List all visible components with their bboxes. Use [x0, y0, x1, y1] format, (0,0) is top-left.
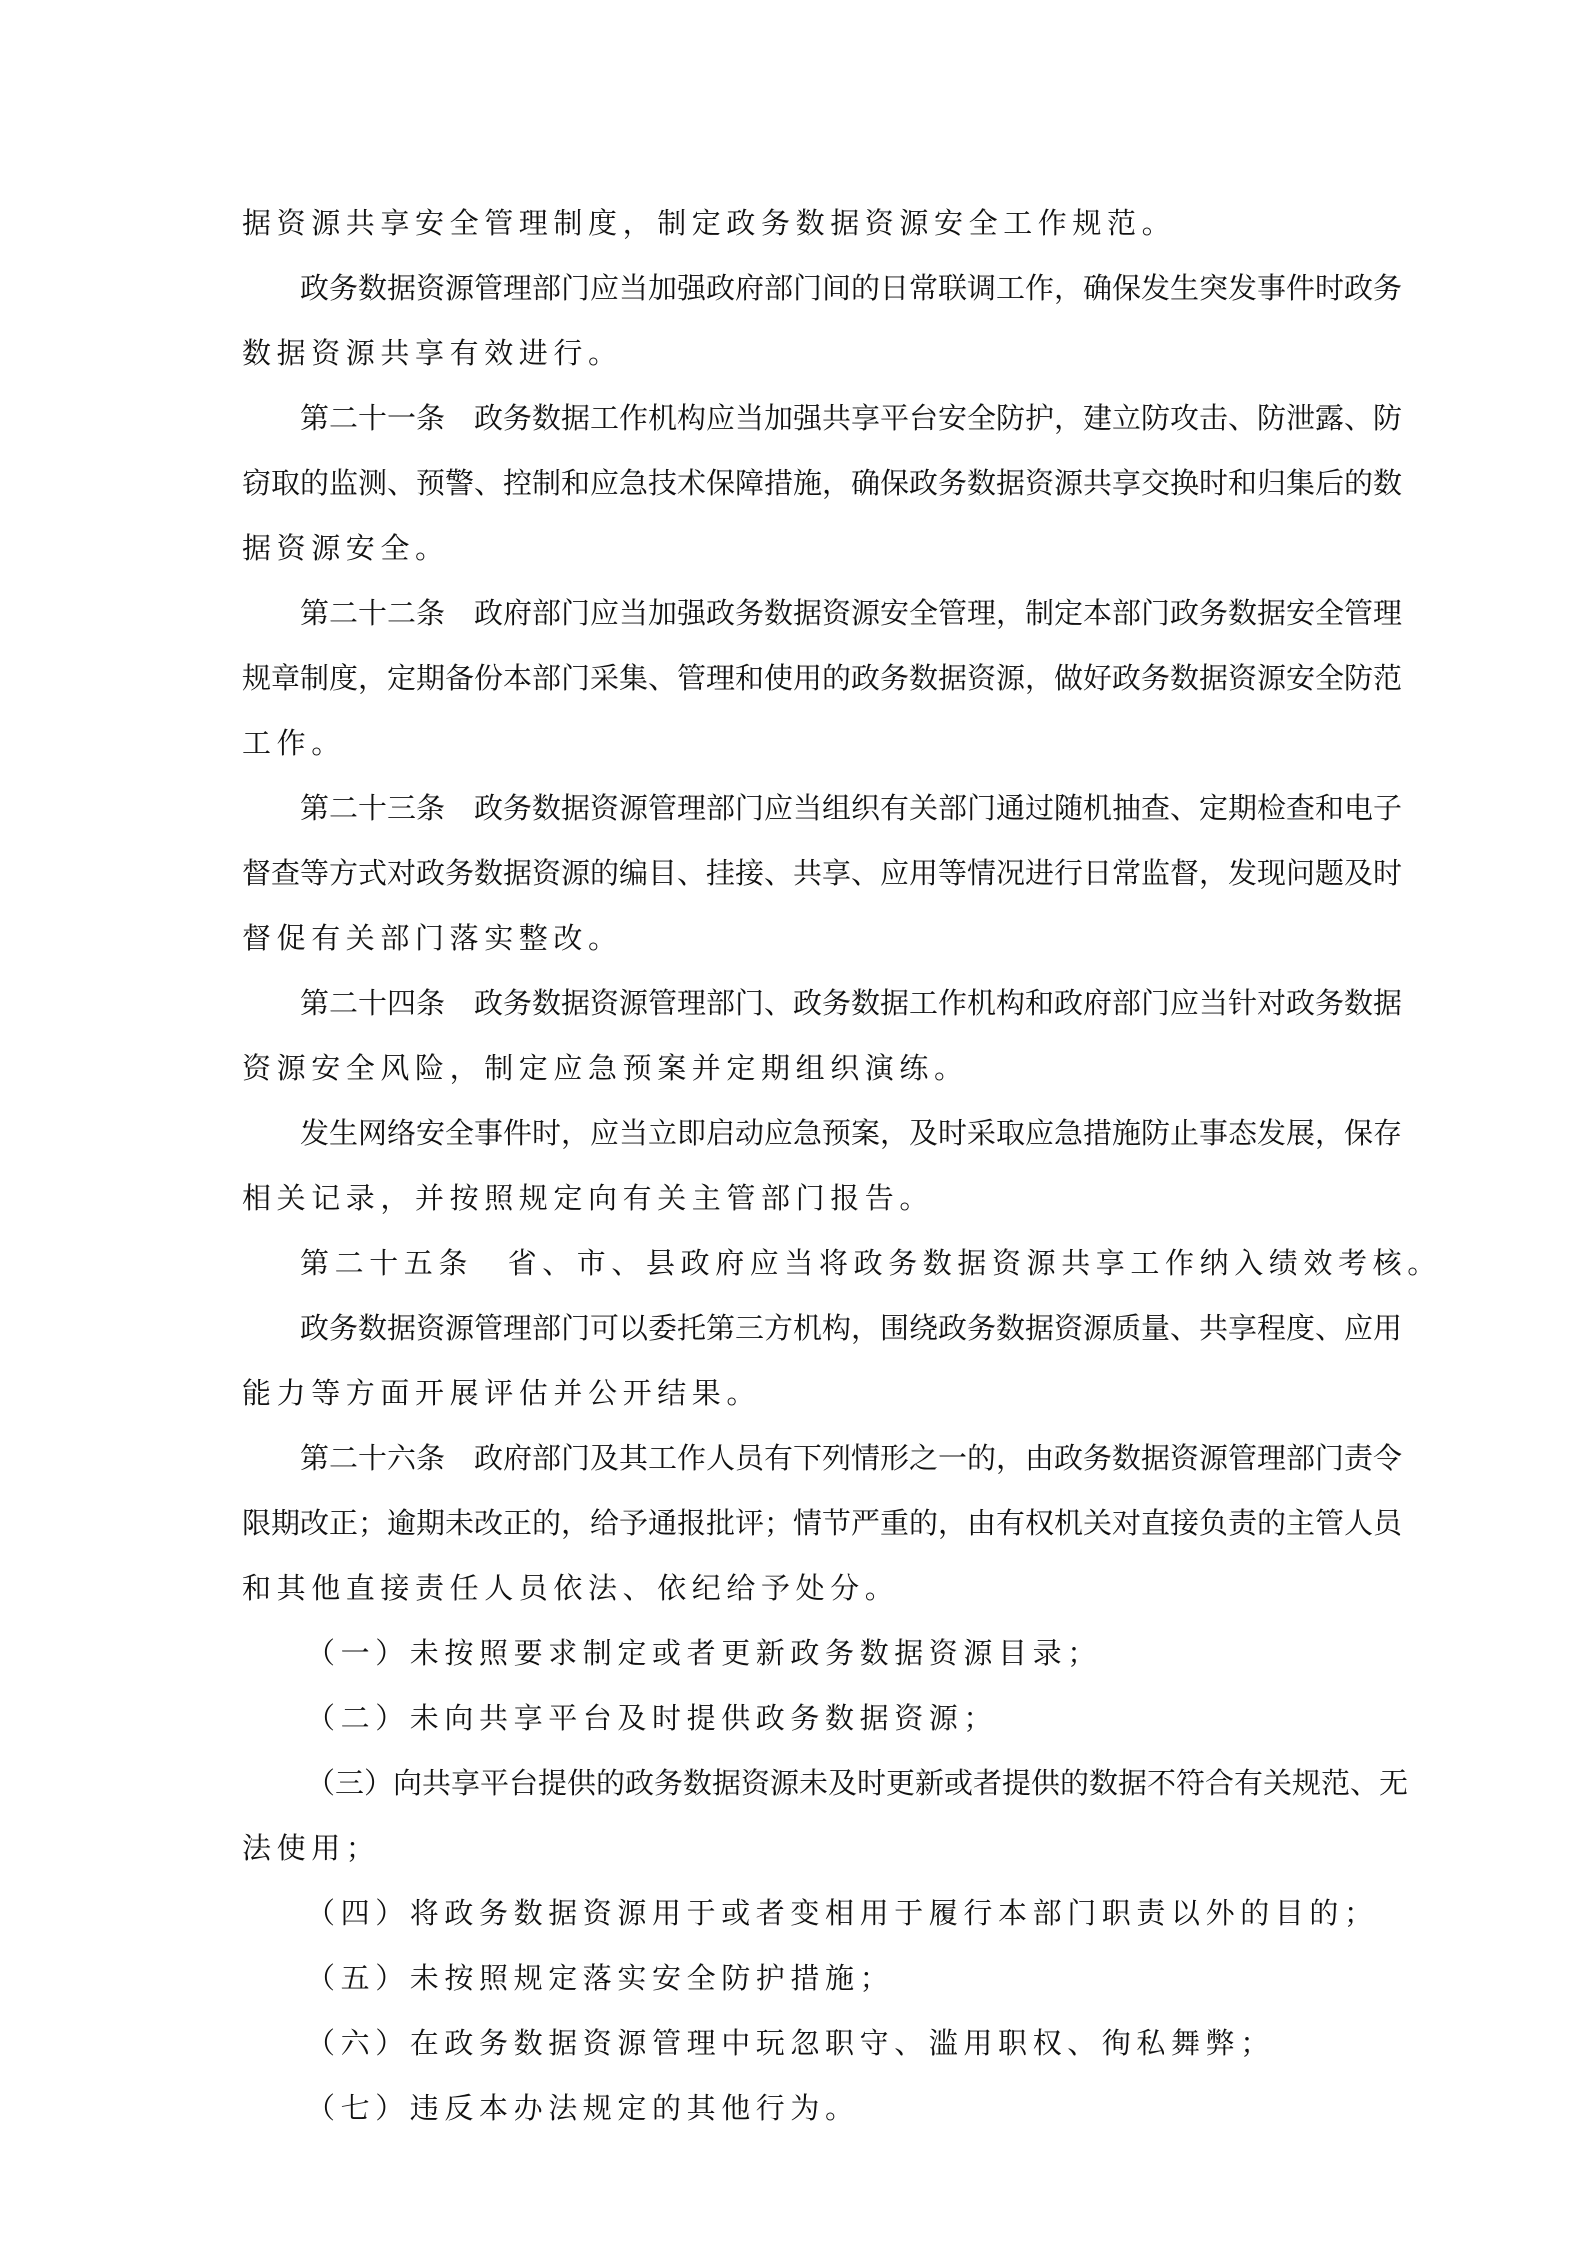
text-line: 能力等方面开展评估并公开结果。 — [242, 1376, 762, 1410]
text-line: 法使用； — [242, 1831, 381, 1865]
list-item: （六）在政务数据资源管理中玩忽职守、滥用职权、徇私舞弊； — [306, 2026, 1275, 2060]
text-line: 政务数据资源管理部门可以委托第三方机构，围绕政务数据资源质量、共享程度、应用 — [300, 1311, 1403, 1345]
list-item: （七）违反本办法规定的其他行为。 — [306, 2091, 860, 2125]
article-22-line: 第二十二条 政府部门应当加强政务数据资源安全管理，制定本部门政务数据安全管理 — [300, 596, 1403, 630]
text-line: 工作。 — [242, 726, 346, 760]
text-line: 和其他直接责任人员依法、依纪给予处分。 — [242, 1571, 900, 1605]
list-item: （一）未按照要求制定或者更新政务数据资源目录； — [306, 1636, 1102, 1670]
text-line: 发生网络安全事件时，应当立即启动应急预案，及时采取应急措施防止事态发展，保存 — [300, 1116, 1403, 1150]
text-line: 窃取的监测、预警、控制和应急技术保障措施，确保政务数据资源共享交换时和归集后的数 — [242, 466, 1403, 500]
text-line: 资源安全风险，制定应急预案并定期组织演练。 — [242, 1051, 969, 1085]
article-23-line: 第二十三条 政务数据资源管理部门应当组织有关部门通过随机抽查、定期检查和电子 — [300, 791, 1403, 825]
text-line: 数据资源共享有效进行。 — [242, 336, 623, 370]
text-line: 规章制度，定期备份本部门采集、管理和使用的政务数据资源，做好政务数据资源安全防范 — [242, 661, 1403, 695]
text-line: 据资源安全。 — [242, 531, 450, 565]
text-line: 政务数据资源管理部门应当加强政府部门间的日常联调工作，确保发生突发事件时政务 — [300, 271, 1403, 305]
article-21-line: 第二十一条 政务数据工作机构应当加强共享平台安全防护，建立防攻击、防泄露、防 — [300, 401, 1403, 435]
list-item: （三）向共享平台提供的政务数据资源未及时更新或者提供的数据不符合有关规范、无 — [306, 1766, 1409, 1800]
list-item: （四）将政务数据资源用于或者变相用于履行本部门职责以外的目的； — [306, 1896, 1379, 1930]
list-item: （五）未按照规定落实安全防护措施； — [306, 1961, 895, 1995]
text-line: 限期改正；逾期未改正的，给予通报批评；情节严重的，由有权机关对直接负责的主管人员 — [242, 1506, 1403, 1540]
list-item: （二）未向共享平台及时提供政务数据资源； — [306, 1701, 999, 1735]
text-line: 相关记录，并按照规定向有关主管部门报告。 — [242, 1181, 935, 1215]
text-line: 督查等方式对政务数据资源的编目、挂接、共享、应用等情况进行日常监督，发现问题及时 — [242, 856, 1403, 890]
article-26-line: 第二十六条 政府部门及其工作人员有下列情形之一的，由政务数据资源管理部门责令 — [300, 1441, 1403, 1475]
article-25-line: 第二十五条 省、市、县政府应当将政务数据资源共享工作纳入绩效考核。 — [300, 1246, 1442, 1280]
article-24-line: 第二十四条 政务数据资源管理部门、政务数据工作机构和政府部门应当针对政务数据 — [300, 986, 1403, 1020]
text-line: 据资源共享安全管理制度，制定政务数据资源安全工作规范。 — [242, 206, 1177, 240]
text-line: 督促有关部门落实整改。 — [242, 921, 623, 955]
